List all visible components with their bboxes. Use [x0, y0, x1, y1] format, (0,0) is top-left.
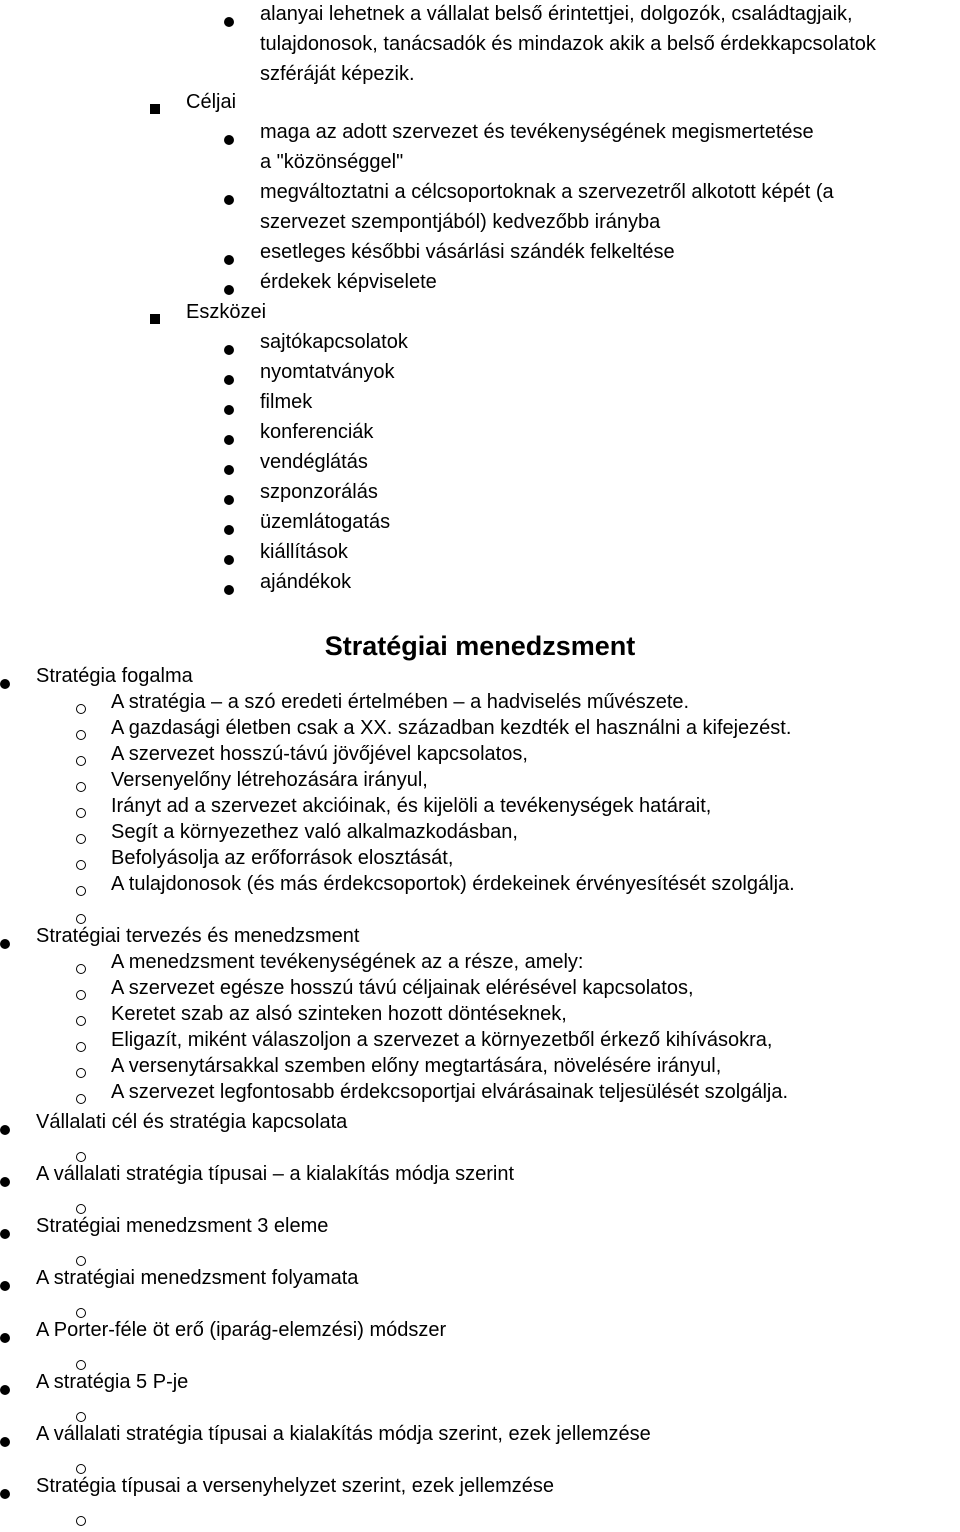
- bullet-disc: [0, 1326, 10, 1349]
- topic-item: Vállalati cél és stratégia kapcsolata: [36, 1111, 348, 1133]
- strategy-concept-label: Stratégia fogalma: [36, 665, 193, 687]
- concept-item: Befolyásolja az erőforrások elosztását,: [111, 847, 454, 869]
- bullet-circle: [76, 1035, 86, 1058]
- tool-item: ajándékok: [260, 571, 352, 593]
- bullet-disc: [224, 578, 234, 601]
- section-title: Stratégiai menedzsment: [324, 631, 636, 661]
- bullet-circle: [76, 697, 86, 720]
- bullet-disc: [0, 932, 10, 955]
- goals-label: Céljai: [186, 91, 237, 113]
- bullet-disc: [0, 1430, 10, 1453]
- bullet-circle: [76, 801, 86, 824]
- bullet-disc: [224, 548, 234, 571]
- tool-item: kiállítások: [260, 541, 348, 563]
- concept-item: A stratégia – a szó eredeti értelmében – a hadviselés művészete.: [111, 691, 690, 713]
- bullet-circle: [76, 1061, 86, 1084]
- topic-item: Stratégiai menedzsment 3 eleme: [36, 1215, 329, 1237]
- topic-item: A vállalati stratégia típusai a kialakítás módja szerint, ezek jellemzése: [36, 1423, 651, 1445]
- concept-item: A gazdasági életben csak a XX. században kezdték el használni a kifejezést.: [111, 717, 792, 739]
- planning-item: Eligazít, miként válaszoljon a szervezet a környezetből érkező kihívásokra,: [111, 1029, 773, 1051]
- intro-line-3: szféráját képezik.: [260, 63, 415, 85]
- planning-item: A szervezet legfontosabb érdekcsoportjai elvárásainak teljesülését szolgálja.: [111, 1081, 789, 1103]
- planning-item: A menedzsment tevékenységének az a része, amely:: [111, 951, 584, 973]
- bullet-disc: [0, 1378, 10, 1401]
- bullet-circle: [76, 853, 86, 876]
- tool-item: filmek: [260, 391, 313, 413]
- bullet-disc: [0, 1222, 10, 1245]
- bullet-square: [150, 97, 160, 120]
- concept-item: A szervezet hosszú-távú jövőjével kapcsolatos,: [111, 743, 528, 765]
- intro-line-1: alanyai lehetnek a vállalat belső érintettjei, dolgozók, családtagjaik,: [260, 3, 853, 25]
- goal-item-cont: szervezet szempontjából) kedvezőbb irányba: [260, 211, 661, 233]
- bullet-disc: [0, 1170, 10, 1193]
- bullet-disc: [224, 128, 234, 151]
- tool-item: üzemlátogatás: [260, 511, 391, 533]
- bullet-disc: [0, 1482, 10, 1505]
- bullet-square: [150, 307, 160, 330]
- tool-item: vendéglátás: [260, 451, 368, 473]
- planning-item: A szervezet egésze hosszú távú céljainak elérésével kapcsolatos,: [111, 977, 694, 999]
- bullet-disc: [224, 428, 234, 451]
- bullet-disc: [224, 338, 234, 361]
- bullet-disc: [0, 672, 10, 695]
- bullet-disc: [224, 398, 234, 421]
- bullet-disc: [0, 1118, 10, 1141]
- bullet-disc: [224, 248, 234, 271]
- topic-item: A stratégiai menedzsment folyamata: [36, 1267, 359, 1289]
- bullet-disc: [224, 458, 234, 481]
- bullet-disc: [224, 488, 234, 511]
- bullet-circle: [76, 879, 86, 902]
- goal-item: esetleges későbbi vásárlási szándék felkeltése: [260, 241, 675, 263]
- bullet-circle: [76, 983, 86, 1006]
- bullet-circle: [76, 723, 86, 746]
- goal-item: megváltoztatni a célcsoportoknak a szervezetről alkotott képét (a: [260, 181, 834, 203]
- concept-item: A tulajdonosok (és más érdekcsoportok) érdekeinek érvényesítését szolgálja.: [111, 873, 795, 895]
- goal-item: érdekek képviselete: [260, 271, 437, 293]
- concept-item: Versenyelőny létrehozására irányul,: [111, 769, 428, 791]
- goal-item-cont: a "közönséggel": [260, 151, 404, 173]
- intro-line-2: tulajdonosok, tanácsadók és mindazok akik a belső érdekkapcsolatok: [260, 33, 876, 55]
- bullet-circle: [76, 775, 86, 798]
- bullet-circle: [76, 957, 86, 980]
- topic-item: A vállalati stratégia típusai – a kialakítás módja szerint: [36, 1163, 515, 1185]
- tool-item: nyomtatványok: [260, 361, 395, 383]
- bullet-disc: [224, 188, 234, 211]
- strategic-planning-label: Stratégiai tervezés és menedzsment: [36, 925, 360, 947]
- tools-label: Eszközei: [186, 301, 267, 323]
- bullet-disc: [224, 10, 234, 33]
- planning-item: A versenytársakkal szemben előny megtartására, növelésére irányul,: [111, 1055, 722, 1077]
- concept-item: Segít a környezethez való alkalmazkodásban,: [111, 821, 518, 843]
- topic-item: A Porter-féle öt erő (iparág-elemzési) módszer: [36, 1319, 447, 1341]
- bullet-circle: [76, 749, 86, 772]
- bullet-disc: [224, 518, 234, 541]
- topic-item: Stratégia típusai a versenyhelyzet szerint, ezek jellemzése: [36, 1475, 555, 1497]
- topic-item: A stratégia 5 P-je: [36, 1371, 189, 1393]
- bullet-circle: [76, 1009, 86, 1032]
- concept-item: Irányt ad a szervezet akcióinak, és kijelöli a tevékenységek határait,: [111, 795, 712, 817]
- tool-item: sajtókapcsolatok: [260, 331, 408, 353]
- tool-item: szponzorálás: [260, 481, 378, 503]
- tool-item: konferenciák: [260, 421, 374, 443]
- bullet-disc: [224, 278, 234, 301]
- bullet-disc: [0, 1274, 10, 1297]
- planning-item: Keretet szab az alsó szinteken hozott döntéseknek,: [111, 1003, 567, 1025]
- bullet-circle: [76, 1087, 86, 1110]
- bullet-circle: [76, 1509, 86, 1532]
- bullet-disc: [224, 368, 234, 391]
- bullet-circle: [76, 827, 86, 850]
- goal-item: maga az adott szervezet és tevékenységének megismertetése: [260, 121, 814, 143]
